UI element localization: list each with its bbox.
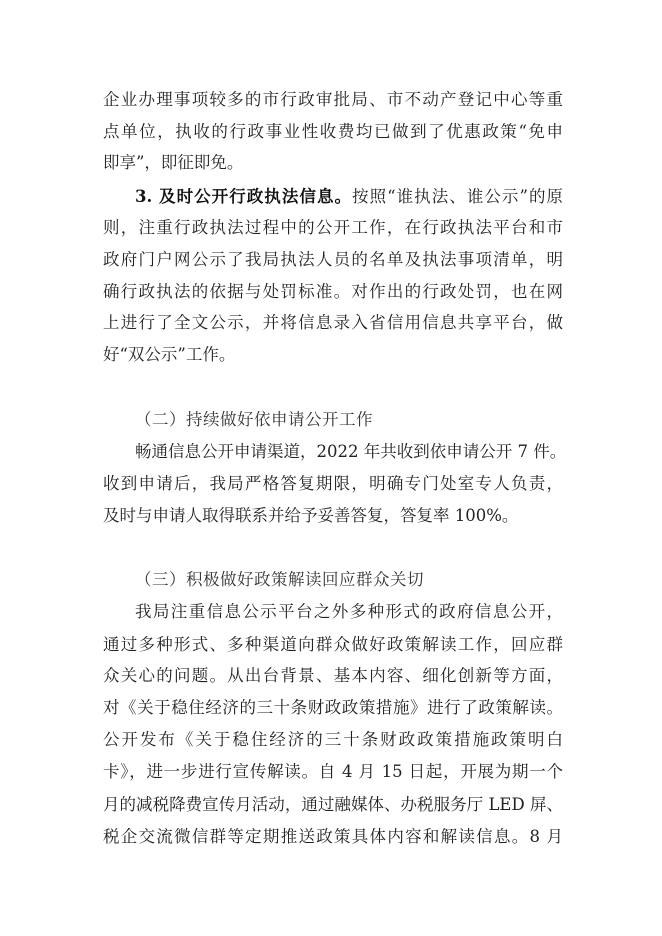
text-line: 好“双公示”工作。 bbox=[103, 345, 236, 364]
text-line: 月的减税降费宣传月活动，通过融媒体、办税服务厅 LED 屏、 bbox=[103, 795, 563, 814]
text-line: 上进行了全文公示，并将信息录入省信用信息共享平台，做 bbox=[103, 313, 563, 332]
text-line: 众关心的问题。从出台背景、基本内容、细化创新等方面， bbox=[103, 666, 563, 685]
text-line: 我局注重信息公示平台之外多种形式的政府信息公开， bbox=[135, 602, 563, 621]
text-line bbox=[135, 187, 563, 207]
text-line: 畅通信息公开申请渠道，2022 年共收到依申请公开 7 件。 bbox=[135, 442, 567, 461]
text-line: 卡》，进一步进行宣传解读。自 4 月 15 日起，开展为期一个 bbox=[103, 762, 563, 781]
text-line: 企业办理事项较多的市行政审批局、市不动产登记中心等重 bbox=[103, 90, 563, 109]
text-line: 点单位，执收的行政事业性收费均已做到了优惠政策“免申 bbox=[103, 122, 563, 141]
text-line: 公开发布《关于稳住经济的三十条财政政策措施政策明白 bbox=[103, 730, 563, 749]
text-span: 按照“谁执法、谁公示”的原 bbox=[352, 187, 563, 206]
text-line: 即享”，即征即免。 bbox=[103, 153, 244, 172]
section-heading: （三）积极做好政策解读回应群众关切 bbox=[135, 570, 424, 589]
text-line: 通过多种形式、多种渠道向群众做好政策解读工作，回应群 bbox=[103, 635, 563, 654]
text-line: 确行政执法的依据与处罚标准。对作出的行政处罚，也在网 bbox=[103, 282, 563, 301]
text-line: 对《关于稳住经济的三十条财政政策措施》进行了政策解读。 bbox=[103, 698, 563, 717]
section-heading: （二）持续做好依申请公开工作 bbox=[135, 410, 373, 429]
text-line: 收到申请后，我局严格答复期限，明确专门处室专人负责， bbox=[103, 474, 563, 493]
text-line: 及时与申请人取得联系并给予妥善答复，答复率 100%。 bbox=[103, 506, 519, 525]
text-line: 税企交流微信群等定期推送政策具体内容和解读信息。8 月 bbox=[103, 827, 563, 846]
text-line: 则，注重行政执法过程中的公开工作，在行政执法平台和市 bbox=[103, 218, 563, 237]
text-line: 政府门户网公示了我局执法人员的名单及执法事项清单，明 bbox=[103, 250, 563, 269]
bold-subheading: 3. 及时公开行政执法信息。 bbox=[135, 187, 353, 206]
